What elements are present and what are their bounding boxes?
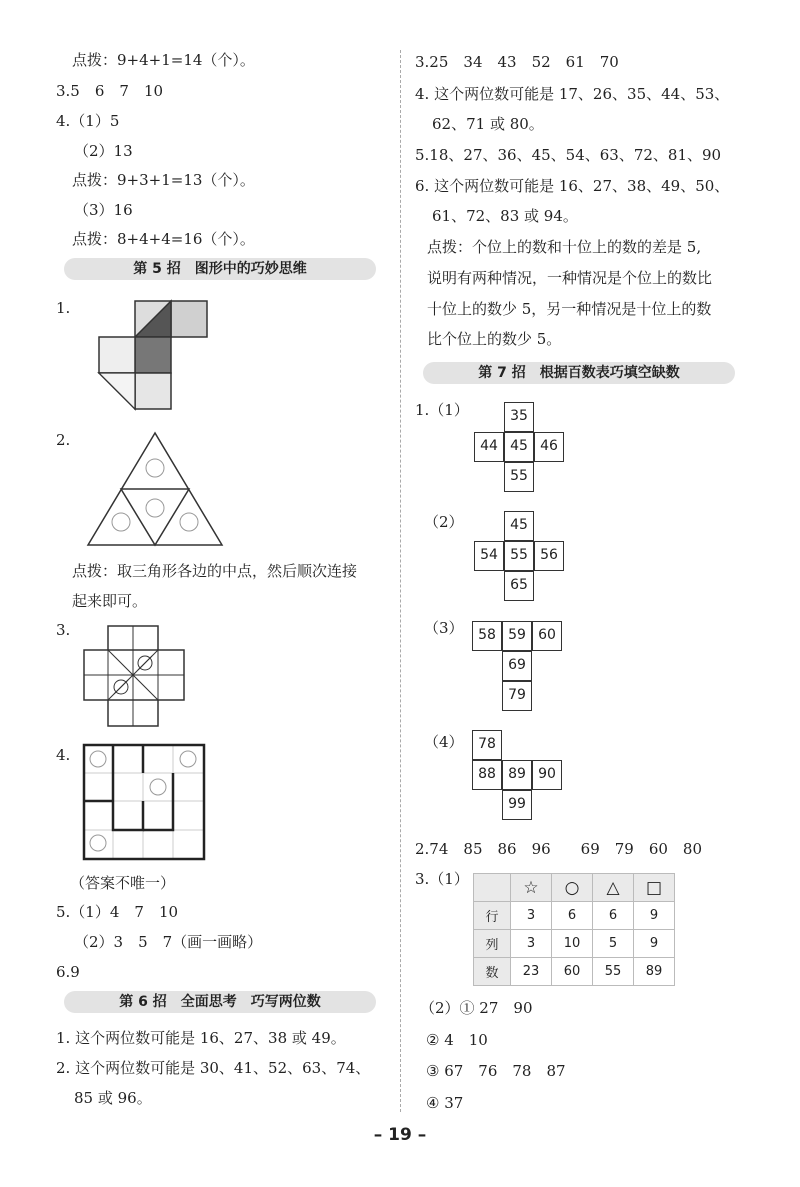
question-number: 2. (56, 431, 71, 449)
question-label: 1.（1） (415, 401, 469, 419)
table-cell: 6 (552, 902, 593, 930)
tip-line: 点拨：个位上的数和十位上的数的差是 5, (427, 238, 702, 256)
grid-cell: 46 (534, 432, 564, 462)
answer-line: 4.（1）5 (56, 112, 120, 130)
table-cell: 9 (634, 930, 675, 958)
question-number: 4. (56, 746, 71, 764)
number-grid-1 (474, 402, 564, 492)
answer-line: ④ 37 (426, 1094, 464, 1112)
triangle-icon: △ (593, 874, 634, 902)
grid-cell: 99 (502, 790, 532, 820)
grid-cell: 88 (472, 760, 502, 790)
tip-line: 点拨：取三角形各边的中点，然后顺次连接 (72, 562, 358, 580)
question-number: 1. (56, 299, 71, 317)
grid-cell: 65 (504, 571, 534, 601)
table-cell: 89 (634, 958, 675, 986)
answer-line: ③ 67 76 78 87 (426, 1062, 566, 1080)
answer-line: 62、71 或 80。 (432, 115, 544, 133)
grid-cell: 55 (504, 541, 534, 571)
tip-line: 起来即可。 (72, 592, 148, 610)
table-cell: 23 (511, 958, 552, 986)
grid-cell: 54 (474, 541, 504, 571)
table-cell: 9 (634, 902, 675, 930)
answer-line: 85 或 96。 (74, 1089, 152, 1107)
question-label: （3） (424, 619, 464, 637)
answer-line: 6. 这个两位数可能是 16、27、38、49、50、 (415, 177, 730, 195)
star-icon: ☆ (511, 874, 552, 902)
table-cell: 5 (593, 930, 634, 958)
answer-line: （2）3 5 7（画一画略） (74, 933, 263, 951)
number-grid-3 (472, 621, 562, 711)
symbol-table (473, 873, 675, 986)
answer-line: 61、72、83 或 94。 (432, 207, 578, 225)
circle-icon: ○ (552, 874, 593, 902)
question-number: 3. (56, 621, 71, 639)
answer-line: 3.25 34 43 52 61 70 (415, 53, 619, 71)
answer-line: 5.18、27、36、45、54、63、72、81、90 (415, 146, 722, 164)
grid-cell: 55 (504, 462, 534, 492)
column-divider (400, 50, 401, 1112)
tip-line: 点拨：9+4+1=14（个）。 (72, 51, 255, 69)
number-grid-2 (474, 511, 564, 601)
table-cell: 55 (593, 958, 634, 986)
section-banner-6: 第 6 招 全面思考 巧写两位数 (64, 991, 376, 1013)
tip-line: 点拨：8+4+4=16（个）。 (72, 230, 255, 248)
answer-line: （2）13 (74, 142, 133, 160)
table-row (474, 930, 675, 958)
answer-line: （2）① 27 90 (420, 999, 533, 1017)
question-label: 3.（1） (415, 870, 469, 888)
grid-cell: 69 (502, 651, 532, 681)
grid-cell: 45 (504, 432, 534, 462)
section-banner-7: 第 7 招 根据百数表巧填空缺数 (423, 362, 735, 384)
table-cell: 10 (552, 930, 593, 958)
section-banner-5: 第 5 招 图形中的巧妙思维 (64, 258, 376, 280)
answer-line: 5.（1）4 7 10 (56, 903, 179, 921)
answer-line: 1. 这个两位数可能是 16、27、38 或 49。 (56, 1029, 346, 1047)
grid-cell: 60 (532, 621, 562, 651)
table-cell: 3 (511, 930, 552, 958)
answer-note: （答案不唯一） (70, 874, 176, 892)
number-grid-4 (472, 730, 562, 820)
grid-cell: 45 (504, 511, 534, 541)
table-row (474, 958, 675, 986)
question-label: （2） (424, 513, 464, 531)
grid-cell: 59 (502, 621, 532, 651)
fold-figure (90, 296, 220, 414)
grid-cell: 79 (502, 681, 532, 711)
grid-cell: 35 (504, 402, 534, 432)
answer-line: 4. 这个两位数可能是 17、26、35、44、53、 (415, 85, 730, 103)
answer-line: 2.74 85 86 96 69 79 60 80 (415, 840, 703, 858)
grid-cell: 56 (534, 541, 564, 571)
grid-cell: 58 (472, 621, 502, 651)
answer-line: 6.9 (56, 963, 80, 981)
maze-grid-figure (82, 743, 206, 861)
answer-line: 2. 这个两位数可能是 30、41、52、63、74、 (56, 1059, 371, 1077)
table-corner (474, 874, 511, 902)
row-header: 数 (474, 958, 511, 986)
triangle-figure (85, 430, 230, 548)
answer-line: （3）16 (74, 201, 133, 219)
tip-line: 比个位上的数少 5。 (427, 330, 562, 348)
square-icon: □ (634, 874, 675, 902)
page-number: – 19 – (373, 1125, 427, 1145)
table-cell: 6 (593, 902, 634, 930)
tip-line: 说明有两种情况，一种情况是个位上的数比 (427, 269, 713, 287)
table-row (474, 902, 675, 930)
grid-cell: 44 (474, 432, 504, 462)
table-cell: 3 (511, 902, 552, 930)
tip-line: 点拨：9+3+1=13（个）。 (72, 171, 255, 189)
cross-grid-figure (83, 625, 185, 727)
row-header: 列 (474, 930, 511, 958)
table-cell: 60 (552, 958, 593, 986)
tip-line: 十位上的数少 5，另一种情况是十位上的数 (427, 300, 712, 318)
row-header: 行 (474, 902, 511, 930)
grid-cell: 89 (502, 760, 532, 790)
answer-line: ② 4 10 (426, 1031, 488, 1049)
answer-line: 3.5 6 7 10 (56, 82, 164, 100)
question-label: （4） (424, 733, 464, 751)
grid-cell: 78 (472, 730, 502, 760)
grid-cell: 90 (532, 760, 562, 790)
